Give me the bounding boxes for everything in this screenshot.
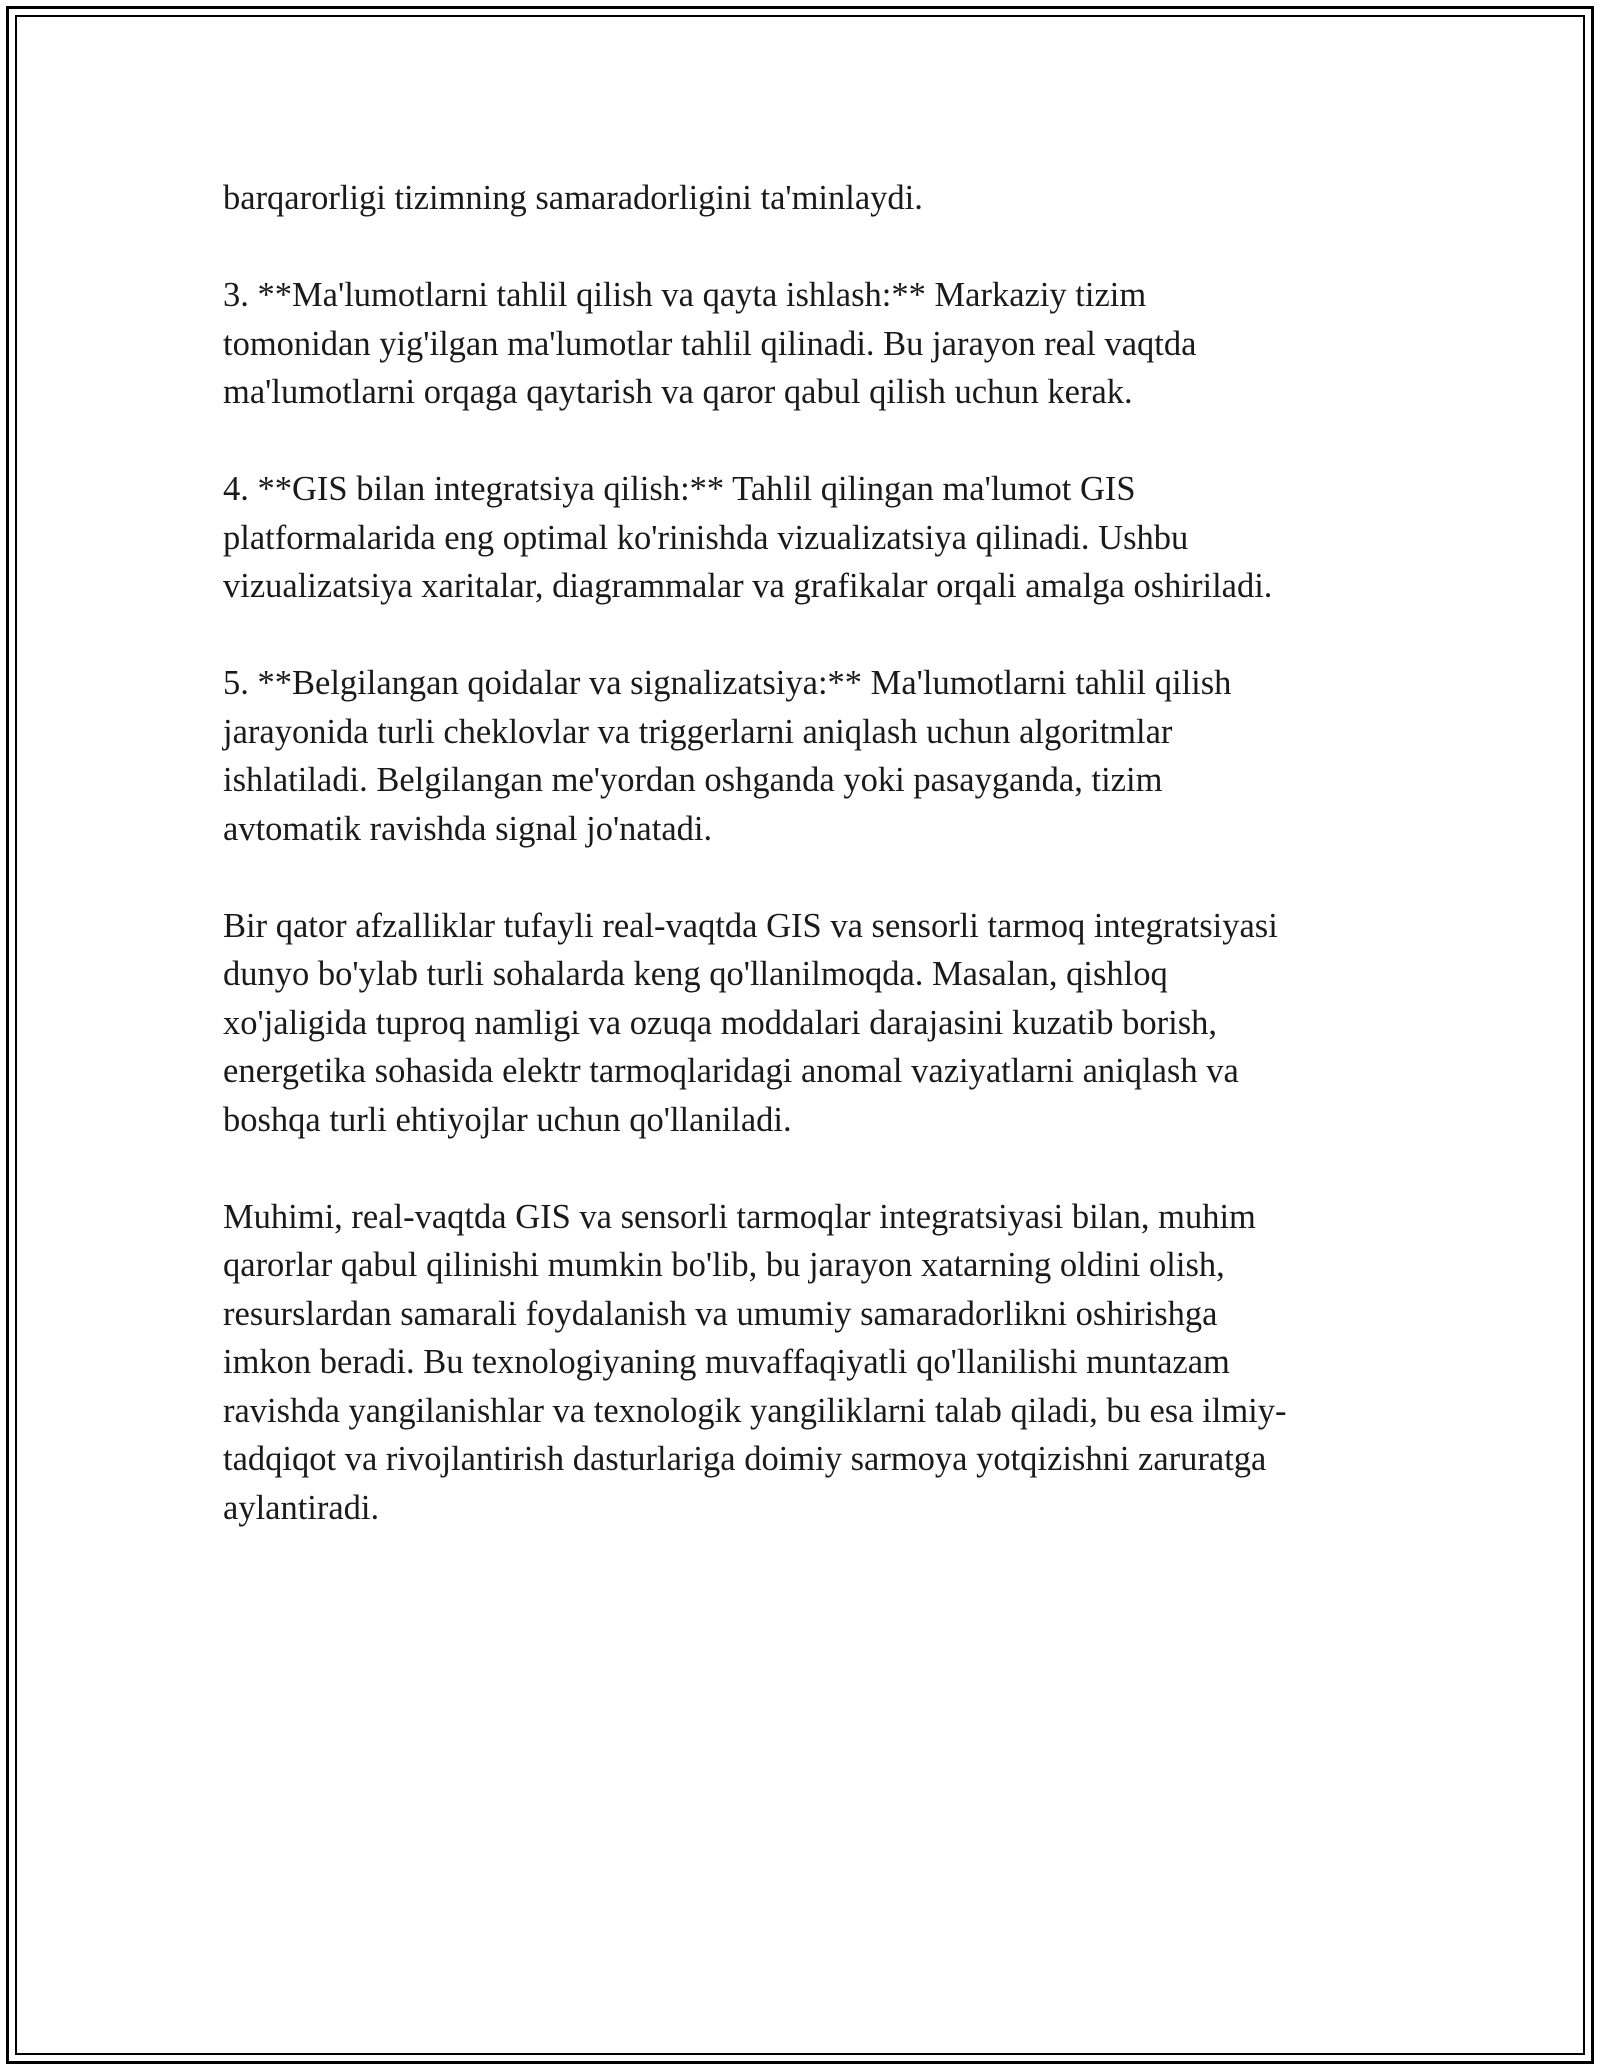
document-body <box>223 174 1383 1581</box>
paragraph-conclusion <box>223 1193 1383 1533</box>
text-line: 5. **Belgilangan qoidalar va signalizatsiya:** Ma'lumotlarni tahlil qilish <box>223 664 1232 702</box>
text-line: 4. **GIS bilan integratsiya qilish:** Tahlil qilingan ma'lumot GIS <box>223 470 1136 508</box>
text-line: avtomatik ravishda signal jo'natadi. <box>223 809 713 848</box>
text-line: Muhimi, real-vaqtda GIS va sensorli tarmoqlar integratsiyasi bilan, muhim <box>223 1197 1256 1236</box>
text-line: imkon beradi. Bu texnologiyaning muvaffaqiyatli qo'llanilishi muntazam <box>223 1343 1230 1381</box>
text-line: dunyo bo'ylab turli sohalarda keng qo'llanilmoqda. Masalan, qishloq <box>223 955 1168 993</box>
paragraph-step-4 <box>223 465 1383 611</box>
paragraph-step-5 <box>223 659 1383 853</box>
text-line: tomonidan yig'ilgan ma'lumotlar tahlil qilinadi. Bu jarayon real vaqtda <box>223 324 1197 363</box>
paragraph-step-3 <box>223 271 1383 417</box>
text-line: tadqiqot va rivojlantirish dasturlariga doimiy sarmoya yotqizishni zaruratga <box>223 1440 1267 1478</box>
text-line: barqarorligi tizimning samaradorligini ta'minlaydi. <box>223 179 923 217</box>
text-line: qarorlar qabul qilinishi mumkin bo'lib, bu jarayon xatarning oldini olish, <box>223 1246 1225 1284</box>
text-line: boshqa turli ehtiyojlar uchun qo'llaniladi. <box>223 1100 792 1139</box>
text-line: aylantiradi. <box>223 1488 380 1527</box>
text-line: platformalarida eng optimal ko'rinishda vizualizatsiya qilinadi. Ushbu <box>223 518 1189 557</box>
text-line: vizualizatsiya xaritalar, diagrammalar va grafikalar orqali amalga oshiriladi. <box>223 567 1273 605</box>
text-line: resurslardan samarali foydalanish va umumiy samaradorlikni oshirishga <box>223 1294 1218 1333</box>
text-line: ma'lumotlarni orqaga qaytarish va qaror qabul qilish uchun kerak. <box>223 373 1133 411</box>
text-line: xo'jaligida tuproq namligi va ozuqa moddalari darajasini kuzatib borish, <box>223 1003 1217 1042</box>
text-line: energetika sohasida elektr tarmoqlaridagi anomal vaziyatlarni aniqlash va <box>223 1052 1239 1090</box>
text-line: ishlatiladi. Belgilangan me'yordan oshganda yoki pasayganda, tizim <box>223 761 1163 799</box>
paragraph-advantages <box>223 902 1383 1145</box>
text-line: 3. **Ma'lumotlarni tahlil qilish va qayta ishlash:** Markaziy tizim <box>223 276 1147 314</box>
text-line: jarayonida turli cheklovlar va triggerlarni aniqlash uchun algoritmlar <box>223 712 1173 751</box>
text-line: ravishda yangilanishlar va texnologik yangiliklarni talab qiladi, bu esa ilmiy- <box>223 1391 1287 1430</box>
text-line: Bir qator afzalliklar tufayli real-vaqtda GIS va sensorli tarmoq integratsiyasi <box>223 906 1278 945</box>
paragraph-continuation <box>223 174 1383 223</box>
